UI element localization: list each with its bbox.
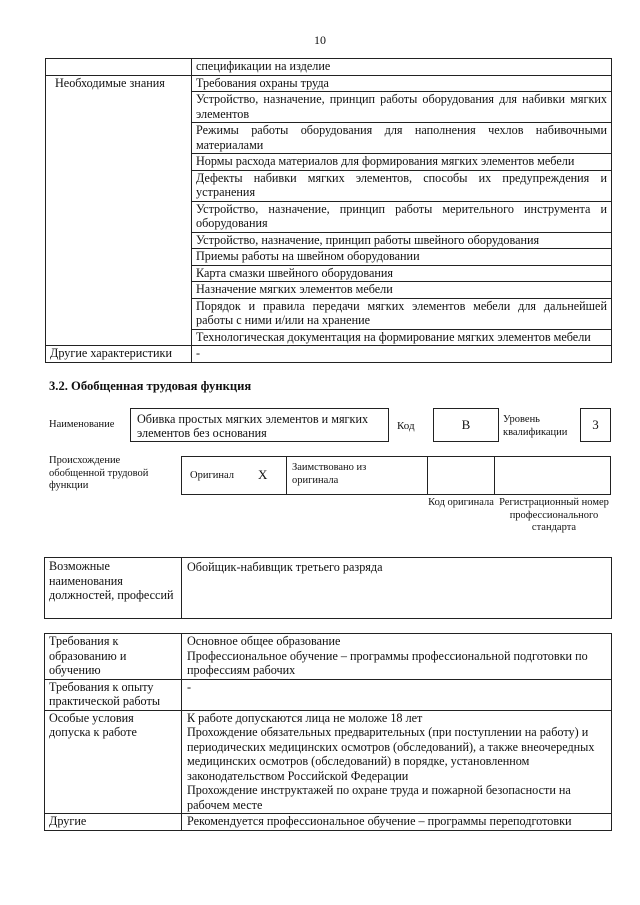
- knowledge-item: Технологическая документация на формирование мягких элементов мебели: [192, 329, 612, 346]
- origin-box: [181, 456, 611, 495]
- admission-value: [182, 710, 612, 814]
- divider: [494, 457, 495, 494]
- experience-value: -: [182, 679, 612, 710]
- knowledge-item: Назначение мягких элементов мебели: [192, 282, 612, 299]
- requirements-table: [44, 633, 612, 831]
- knowledge-item: Устройство, назначение, принцип работы оборудования для набивки мягких элементов: [192, 92, 612, 123]
- knowledge-item: Устройство, назначение, принцип работы мерительного инструмента и оборудования: [192, 201, 612, 232]
- table-row: [45, 814, 612, 831]
- job-titles-label: Возможные наименования должностей, профессий: [45, 558, 182, 619]
- divider: [286, 457, 287, 494]
- knowledge-table: [45, 58, 612, 363]
- knowledge-item: Требования охраны труда: [192, 75, 612, 92]
- education-line: Профессиональное обучение – программы профессиональной подготовки по профессиям рабочих: [187, 648, 588, 677]
- code-label: Код: [397, 420, 415, 432]
- knowledge-item: Приемы работы на швейном оборудовании: [192, 249, 612, 266]
- other-characteristics-value: -: [192, 346, 612, 363]
- code-value: B: [433, 408, 499, 442]
- job-titles-table: [44, 557, 612, 619]
- knowledge-item: Нормы расхода материалов для формирования мягких элементов мебели: [192, 154, 612, 171]
- empty-cell: [46, 59, 192, 76]
- table-row: [46, 346, 612, 363]
- job-titles-value: Обойщик-набивщик третьего разряда: [182, 558, 612, 619]
- education-label: Требования к образованию и обучению: [45, 634, 182, 680]
- knowledge-table-body: [46, 59, 612, 363]
- original-label: Оригинал: [190, 470, 234, 481]
- divider: [427, 457, 428, 494]
- origin-label: Происхождение обобщенной трудовой функции: [49, 455, 149, 491]
- education-line: Основное общее образование: [187, 634, 341, 648]
- knowledge-item: Режимы работы оборудования для наполнения чехлов набивочными материалами: [192, 123, 612, 154]
- original-mark: X: [258, 467, 268, 482]
- education-value: [182, 634, 612, 680]
- other-label: Другие: [45, 814, 182, 831]
- borrowed-label: Заимствовано из оригинала: [292, 462, 367, 486]
- admission-label: Особые условия допуска к работе: [45, 710, 182, 814]
- table-row: [45, 558, 612, 619]
- knowledge-label: Необходимые знания: [46, 75, 192, 346]
- other-characteristics-label: Другие характеристики: [46, 346, 192, 363]
- table-row: [46, 59, 612, 76]
- other-value: Рекомендуется профессиональное обучение – программы переподготовки: [182, 814, 612, 831]
- experience-label: Требования к опыту практической работы: [45, 679, 182, 710]
- knowledge-item: Порядок и правила передачи мягких элементов мебели для дальнейшей работы с ними и/или на хранение: [192, 298, 612, 329]
- table-row: [45, 634, 612, 680]
- admission-line: Прохождение обязательных предварительных (при поступлении на работу) и периодических медицинских осмотров (обследований), а также внеочередных медицинских осмотров (обследований) в порядке, установленном законодательством Российской Федерации: [187, 725, 595, 783]
- table-row: [45, 710, 612, 814]
- name-label: Наименование: [49, 419, 115, 430]
- knowledge-item: Устройство, назначение, принцип работы швейного оборудования: [192, 232, 612, 249]
- level-label: Уровень квалификации: [503, 414, 568, 438]
- continuation-cell: спецификации на изделие: [192, 59, 612, 76]
- reg-number-caption: Регистрационный номер профессионального стандарта: [499, 497, 609, 533]
- code-origin-caption: Код оригинала: [428, 497, 494, 508]
- page-number: 10: [314, 33, 326, 47]
- section-title: 3.2. Обобщенная трудовая функция: [49, 379, 252, 393]
- name-value: Обивка простых мягких элементов и мягких элементов без основания: [130, 408, 389, 442]
- knowledge-item: Дефекты набивки мягких элементов, способы их предупреждения и устранения: [192, 170, 612, 201]
- table-row: [45, 679, 612, 710]
- knowledge-item: Карта смазки швейного оборудования: [192, 265, 612, 282]
- level-value: 3: [580, 408, 611, 442]
- admission-line: Прохождение инструктажей по охране труда и пожарной безопасности на рабочем месте: [187, 783, 571, 812]
- admission-line: К работе допускаются лица не моложе 18 лет: [187, 710, 423, 725]
- table-row: [46, 75, 612, 92]
